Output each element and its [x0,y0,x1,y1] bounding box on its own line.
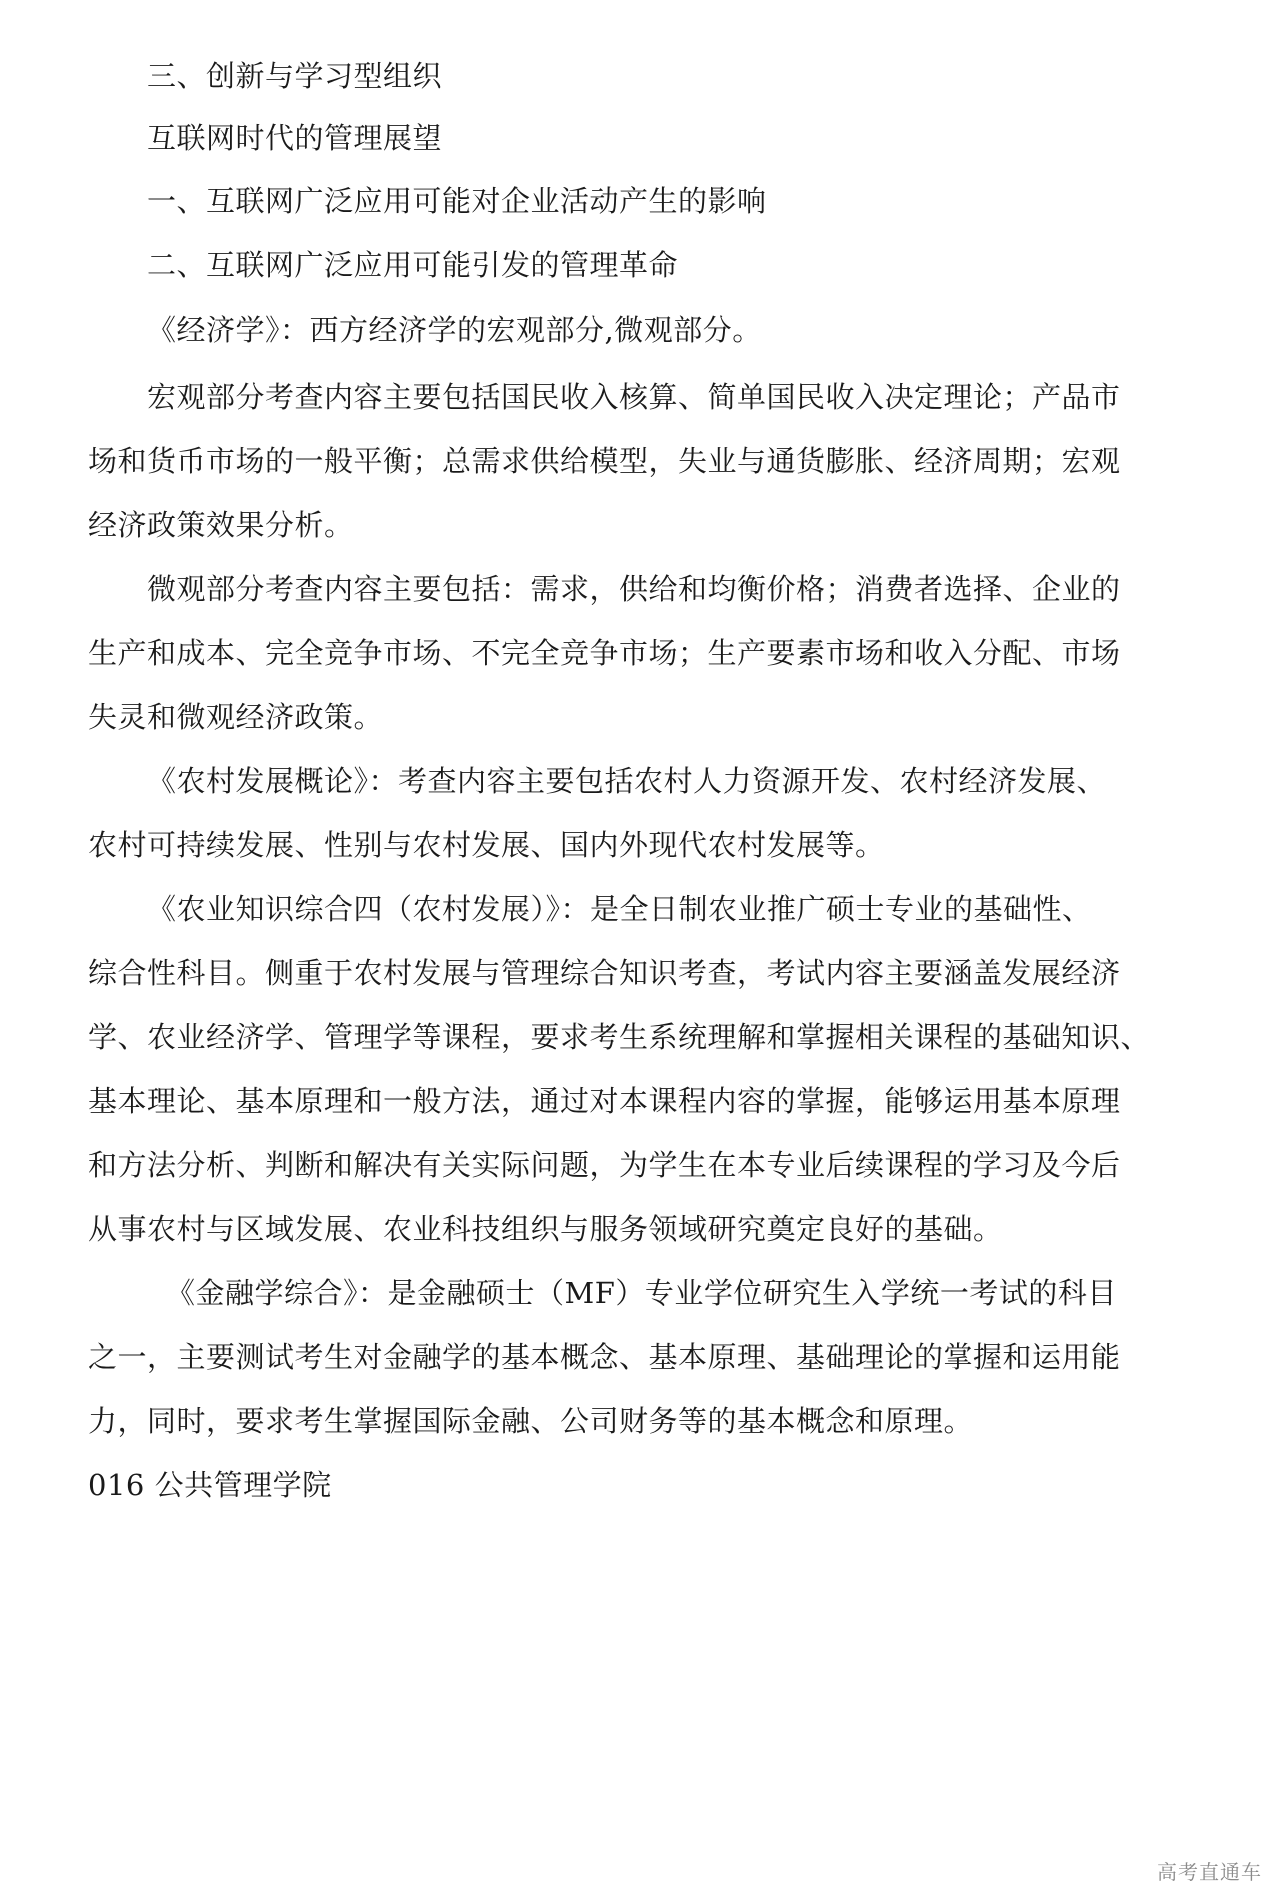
agri-knowledge-line-1: 《农业知识综合四（农村发展）》：是全日制农业推广硕士专业的基础性、 [147,892,1092,926]
watermark-text: 高考直通车 [1157,1860,1262,1884]
macro-paragraph-line-1: 宏观部分考查内容主要包括国民收入核算、简单国民收入决定理论；产品市 [147,380,1121,414]
finance-line-3: 力，同时，要求考生掌握国际金融、公司财务等的基本概念和原理。 [88,1404,974,1438]
heading-innovation-learning-org: 三、创新与学习型组织 [147,59,443,93]
agri-knowledge-line-2: 综合性科目。侧重于农村发展与管理综合知识考查，考试内容主要涵盖发展经济 [88,956,1121,990]
heading-internet-management: 互联网时代的管理展望 [147,121,443,155]
micro-paragraph-line-3: 失灵和微观经济政策。 [88,700,384,734]
rural-development-line-2: 农村可持续发展、性别与农村发展、国内外现代农村发展等。 [88,828,885,862]
agri-knowledge-line-6: 从事农村与区域发展、农业科技组织与服务领域研究奠定良好的基础。 [88,1212,1003,1246]
micro-paragraph-line-2: 生产和成本、完全竞争市场、不完全竞争市场；生产要素市场和收入分配、市场 [88,636,1121,670]
agri-knowledge-line-3: 学、农业经济学、管理学等课程，要求考生系统理解和掌握相关课程的基础知识、 [88,1020,1151,1054]
agri-knowledge-line-5: 和方法分析、判断和解决有关实际问题，为学生在本专业后续课程的学习及今后 [88,1148,1121,1182]
macro-paragraph-line-2: 场和货币市场的一般平衡；总需求供给模型，失业与通货膨胀、经济周期；宏观 [88,444,1121,478]
finance-line-2: 之一，主要测试考生对金融学的基本概念、基本原理、基础理论的掌握和运用能 [88,1340,1121,1374]
macro-paragraph-line-3: 经济政策效果分析。 [88,508,354,542]
section-heading-public-admin: 016 公共管理学院 [88,1468,332,1502]
agri-knowledge-line-4: 基本理论、基本原理和一般方法，通过对本课程内容的掌握，能够运用基本原理 [88,1084,1121,1118]
finance-line-1: 《金融学综合》：是金融硕士（MF）专业学位研究生入学统一考试的科目 [166,1276,1117,1310]
rural-development-line-1: 《农村发展概论》：考查内容主要包括农村人力资源开发、农村经济发展、 [147,764,1107,798]
micro-paragraph-line-1: 微观部分考查内容主要包括：需求，供给和均衡价格；消费者选择、企业的 [147,572,1121,606]
heading-management-revolution: 二、互联网广泛应用可能引发的管理革命 [147,248,679,282]
economics-intro-line: 《经济学》：西方经济学的宏观部分,微观部分。 [147,313,762,347]
heading-internet-impact: 一、互联网广泛应用可能对企业活动产生的影响 [147,184,767,218]
